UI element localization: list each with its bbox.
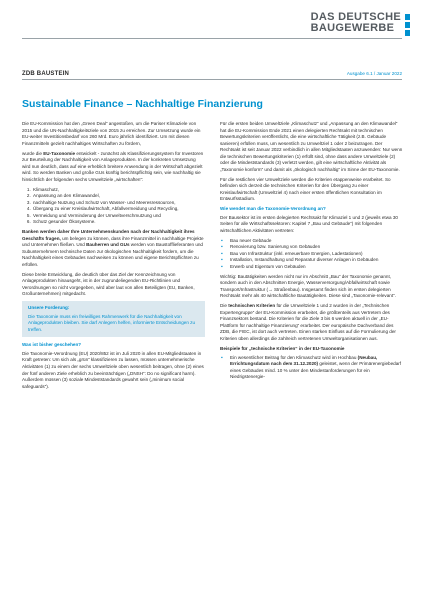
heading-application: Wie wendet man die Taxonomie-Verordnung an?: [220, 206, 326, 212]
heading-so-far: Was ist bisher geschehen?: [22, 342, 82, 348]
callout-heading: Unsere Forderung:: [28, 305, 70, 311]
intro-paragraph-1: Die EU-Kommission hat den „Green Deal“ angestoßen, um die Pariser Klimaziele von 2015 und die UN-Nachhaltigkeitsziele von 2015 zu erreichen. Zur Umsetzung wurde ein EU-weiter Investitionsbedarf von 260 Mrd. Euro jährlich identifiziert. Um mit diesen Finanzmitteln gezielt nachhaltiges Wirtschaften zu fördern,: [22, 121, 201, 146]
list-item: 6. Schutz gesunder Ökosysteme.: [32, 219, 205, 226]
list-item: ▪ Erwerb und Eigentum von Gebäuden: [228, 264, 403, 271]
construction-activities-list: [220, 238, 403, 271]
right-column: [220, 121, 403, 384]
list-item: ▪ Bau von Infrastruktur (inkl. erneuerbare Energien, Ladestationen): [228, 251, 403, 258]
demand-callout: [22, 301, 205, 337]
brand-wordmark: [311, 12, 401, 34]
heading-examples: Beispiele für „technische Kriterien“ in der EU-Taxonomie: [220, 345, 345, 351]
callout-body: Die Taxonomie muss ein freiwilliges Rahmenwerk für die Nachhaltigkeit von Anlageprodukten bleiben. Sie darf Anlegern helfen, informierte Entscheidungen zu treffen.: [28, 313, 196, 332]
brand-line-2: BAUGEWERBE: [310, 22, 395, 35]
list-item: ▪ Bau neuer Gebäude: [228, 238, 403, 245]
header-divider: [22, 38, 402, 39]
remaining-goals-paragraph: Für die restlichen vier Umweltziele werden die Kriterien etappenweise erarbeitet. So befinden sich derzeit die technischen Kriterien für den Übergang zu einer Kreislaufwirtschaft (Umweltziel 4) nach einer ersten öffentlichen Konsultation im Entwurfsstadium.: [220, 176, 391, 202]
technical-criteria-paragraph: Die technischen Kriterien für die Umweltziele 1 und 2 wurden in der „Technischen Expertengruppe“ der EU-Kommission erarbeitet, die größtenteils aus Vertretern des Finanzsektors bestand. Die Kriterien für die Ziele 3 bis 6 werden aktuell in der „EU-Plattform für nachhaltige Finanzierung“ erarbeitet. Der europäische Dachverband des ZDB, die FIEC, ist dort auch vertreten. Einen starken Einfluss auf die Formulierung der Kriterien üben allerdings die zahlreich vertretenen Umweltorganisationen aus.: [220, 303, 396, 341]
important-paragraph: Wichtig: Bautätigkeiten werden nicht nur im Abschnitt „Bau“ der Taxonomie genannt, sondern auch in den Abschnitten Energie, Wasserversorgung/Abfallwirtschaft sowie Transport/Infrastruktur (→ Straßenbau). Insgesamt finden sich im ersten delegierten Rechtsakt mehr als 40 wirtschaftliche Bautätigkeiten. Diese sind „Taxonomie-relevant“.: [220, 273, 396, 299]
banks-paragraph: Banken werden daher Ihre Unternehmenskunden nach der Nachhaltigkeit ihres Geschäfts fragen, um belegen zu können, dass ihre Finanzmittel in nachhaltige Projekte und Unternehmen fließen. Und Bauherren und GUs werden von Baustofflieferanten und Subunternehmern technische Daten zur ökologischen Nachhaltigkeit fordern, um die Nachhaltigkeit eines Gebäudes nachweisen zu können und eigene Berichtspflichten zu erfüllen.: [22, 229, 204, 267]
section-label: ZDB BAUSTEIN: [22, 71, 70, 77]
development-paragraph: Diese breite Entwicklung, die deutlich über das Ziel der Kennzeichnung von Anlageprodukten hinausgeht, ist in der zugrundeliegenden EU-Richtlinien und Verordnungen so nicht vorgegeben, wird aber laut von allen Beteiligten (EU, Banken, Großunternehmen) mitgedacht.: [22, 271, 195, 297]
examples-list: [220, 355, 403, 381]
list-item: 1. Klimaschutz,: [32, 187, 205, 194]
list-item: 2. Anpassung an den Klimawandel,: [32, 193, 205, 200]
brand-line-1: DAS DEUTSCHE: [310, 11, 401, 23]
list-item: 3. nachhaltige Nutzung und Schutz von Wasser- und Meeresressourcen,: [32, 200, 205, 207]
list-item: 4. Übergang zu einer Kreislaufwirtschaft, Abfallvermeidung und Recycling,: [32, 206, 205, 213]
section-divider: [22, 79, 402, 80]
list-item: ▪ Ein wesentlicher Beitrag für den Klimaschutz wird im Hochbau (Neubau, Errichtungsdatum nach dem 31.12.2020) geleistet, wenn der Primärenergiebedarf eines Gebäudes mind. 10 % unter den Mindestanforderungen für ein Niedrigstenergie-: [228, 355, 403, 381]
page-title: Sustainable Finance – Nachhaltige Finanzierung: [22, 98, 263, 110]
environmental-goals-list: [22, 187, 205, 226]
list-item: ▪ Renovierung bzw. Sanierung von Gebäuden: [228, 244, 403, 251]
construction-sector-paragraph: Der Bausektor ist im ersten delegierten Rechtsakt für Klimaziel 1 und 2 (jeweils etwa 30 Seiten für alle Wirtschaftssektoren: Kapitel 7 „Bau und Gebäude“) mit folgenden wirtschaftlichen Aktivitäten vertreten:: [220, 214, 398, 233]
issue-label: Ausgabe 6.1 / Januar 2022: [346, 71, 402, 76]
criteria-paragraph: Für die ersten beiden Umweltziele „Klimaschutz“ und „Anpassung an den Klimawandel“ hat die EU-Kommission Ende 2021 einen delegierten Rechtsakt mit technischen Bewertungskriterien veröffentlicht, die eine wirtschaftliche Tätigkeit (z.B. Gebäude sanieren) erfüllen muss, um wesentlich zu Umweltziel 1 oder 2 beizutragen. Der Rechtsakt ist seit Januar 2022 verbindlich in allen Mitgliedstaaten anzuwenden: Nur wenn die technischen Bewertungskriterien (1) erfüllt sind, ohne dass andere Umweltziele (2) oder die Mindeststandards (3) verletzt werden, gilt eine wirtschaftliche Aktivität als „Taxonomie konform“ und damit als „ökologisch nachhaltig“ im Sinne der EU-Taxonomie.: [220, 121, 403, 172]
brand-logo: [311, 12, 410, 36]
brand-stripes-icon: [405, 14, 410, 36]
intro-paragraph-2: wurde die EU-Taxonomie entwickelt - zunächst als Klassifizierungssystem für Investoren zur Beurteilung der Nachhaltigkeit von Anlageprodukten. In der konkreten Umsetzung wird nun deutlich, dass auf eine erheblich breitere Anwendung in der Wirtschaft abgezielt wird. So werden Banken und große GUs künftig berichtspflichtig sein, wie nachhaltig sie hinsichtlich der folgenden sechs Umweltziele „wirtschaften“:: [22, 150, 204, 182]
list-item: 5. Vermeidung und Verminderung der Umweltverschmutzung und: [32, 213, 205, 220]
list-item: ▪ Installation, Instandhaltung und Reparatur diverser Anlagen in Gebäuden: [228, 257, 403, 264]
so-far-paragraph: Die Taxonomie-Verordnung (EU) 2020/852 ist im Juli 2020 in allen EU-Mitgliedstaaten in Kraft getreten: Um sich als „grün“ klassifizieren zu lassen, müssen unternehmerische Aktivitäten (1) zu einem der sechs Umweltziele oben wesentlich beitragen, ohne (2) eines der fünf anderen Ziele erheblich zu beeinträchtigen („DNSH“: Do no significant harm). Außerdem müssen (3) soziale Mindeststandards gewahrt sein („minimum social safeguards“).: [22, 350, 204, 389]
eu-taxonomie-term: EU-Taxonomie: [43, 150, 76, 156]
left-column: [22, 121, 205, 394]
